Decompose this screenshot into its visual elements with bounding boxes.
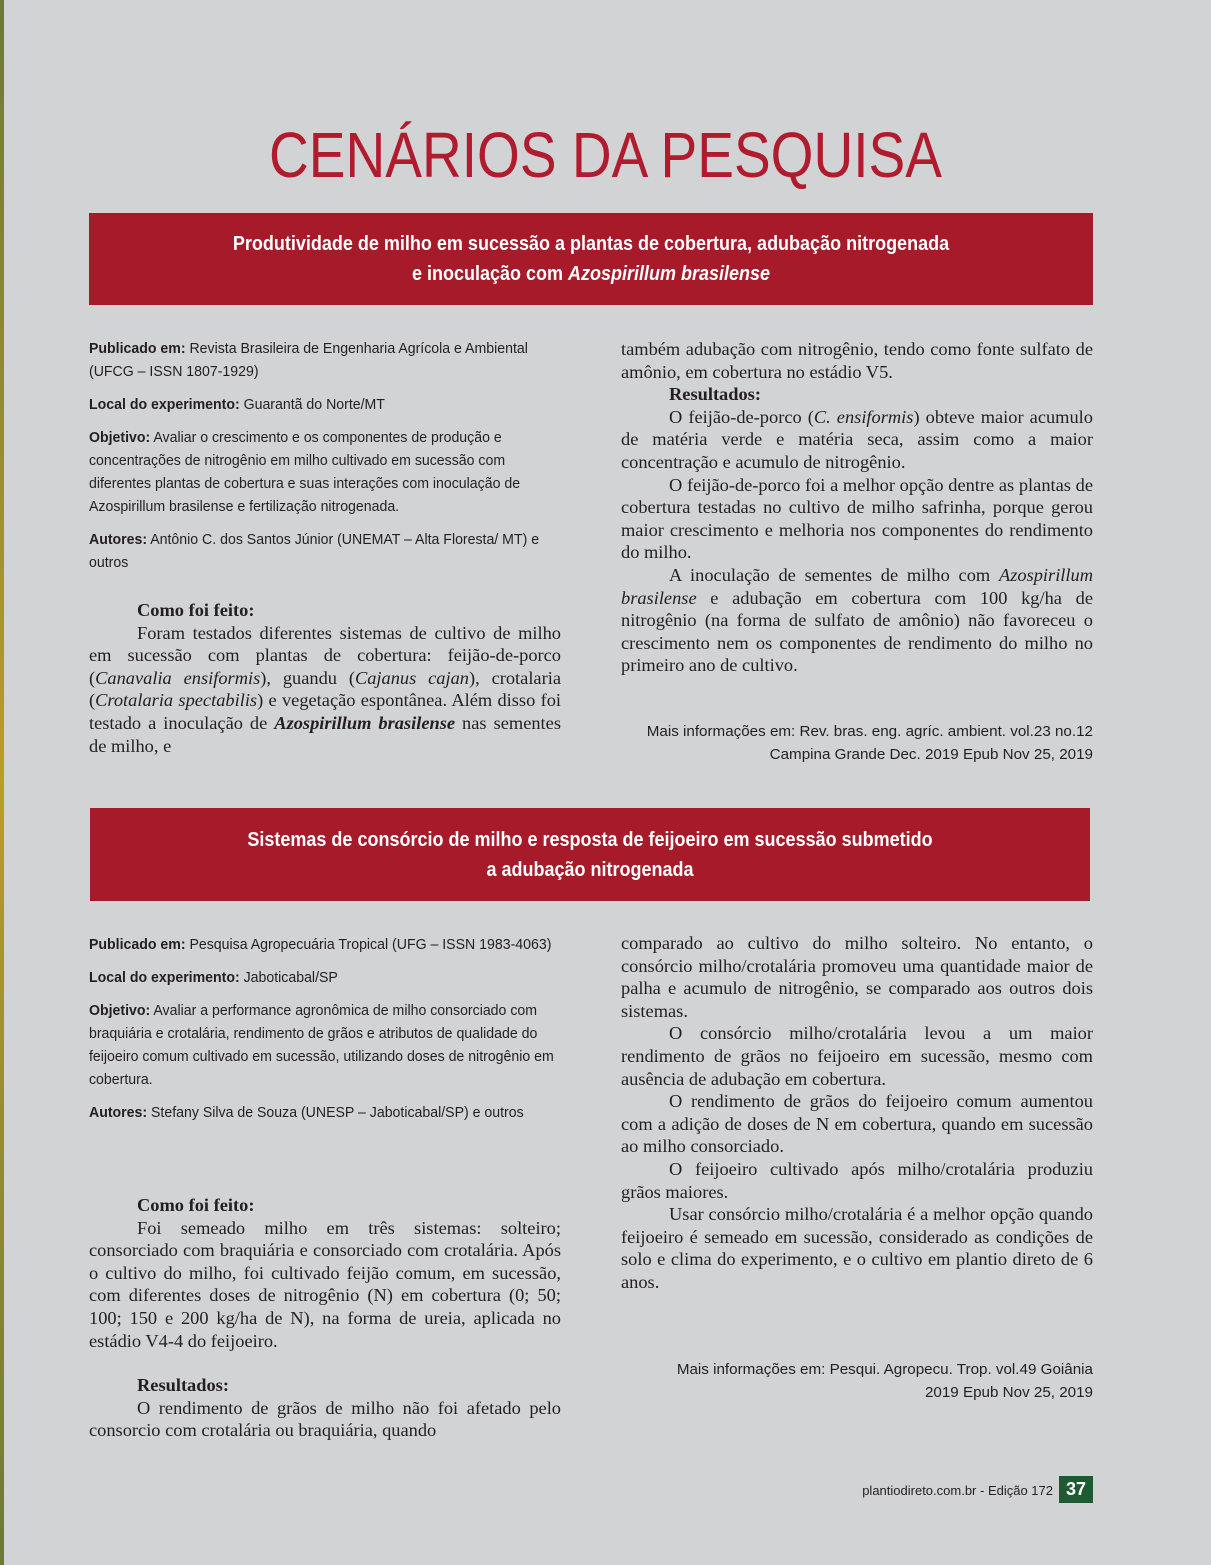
article1-banner-line1: Produtividade de milho em sucessão a plantas de cobertura, adubação nitrogenada [232, 233, 950, 255]
article1-authors [89, 528, 557, 574]
article1-location [89, 393, 557, 416]
article1-how-paragraph [89, 622, 561, 758]
authors-label: Autores: [89, 531, 148, 548]
species: C. ensiformis [813, 406, 914, 427]
species: Azospirillum brasilense [621, 564, 1093, 608]
article2-left-body [89, 1194, 561, 1442]
authors-label: Autores: [89, 1104, 148, 1121]
article1-right-body [621, 338, 1093, 677]
article1-published [89, 337, 557, 383]
published-value: Pesquisa Agropecuária Tropical (UFG – ISSN 1983-4063) [185, 936, 552, 953]
article1-right-continuation: também adubação com nitrogênio, tendo como fonte sulfato de amônio, em cobertura no estádio V5. [621, 339, 1093, 382]
footer-site: plantiodireto.com.br [862, 1483, 977, 1498]
page-footer [862, 1483, 1053, 1498]
spacer [89, 1352, 561, 1374]
article1-result-1 [621, 406, 1093, 474]
article2-metadata [89, 933, 559, 1134]
footer-edition: Edição 172 [987, 1483, 1053, 1498]
article1-banner-line2-text: e inoculação com [411, 263, 568, 285]
article2-banner-line1: Sistemas de consórcio de milho e resposta de feijoeiro em sucessão submetido [247, 828, 933, 851]
text: ), guandu ( [260, 667, 355, 688]
objective-label: Objetivo: [89, 1002, 151, 1019]
location-value: Jaboticabal/SP [239, 969, 338, 986]
published-label: Publicado em: [89, 936, 186, 953]
more-info-line2: 2019 Epub Nov 25, 2019 [924, 1384, 1093, 1401]
article1-objective [89, 426, 557, 518]
location-label: Local do experimento: [89, 396, 240, 413]
objective-value: Avaliar o crescimento e os componentes de produção e concentrações de nitrogênio em milho cultivado em sucessão com diferentes plantas de cobertura e suas interações com inoculação de Azospirillum brasilense e fertilização nitrogenada. [89, 429, 521, 515]
published-label: Publicado em: [89, 340, 186, 357]
article1-banner [89, 213, 1093, 305]
authors-value: Stefany Silva de Souza (UNESP – Jaboticabal/SP) e outros [147, 1104, 524, 1121]
text: O feijão-de-porco ( [669, 406, 814, 427]
article1-results-heading: Resultados: [669, 384, 761, 405]
text: Foram testados diferentes sistemas de cultivo de milho em sucessão com plantas de cobertura: feijão-de-porco ( [89, 622, 561, 688]
species: Azospirillum brasilense [274, 712, 456, 733]
article2-result-2: O rendimento de grãos do feijoeiro comum aumentou com a adição de doses de N em cobertura, quando em sucessão ao milho consorciado. [621, 1091, 1093, 1157]
article1-more-info [593, 720, 1093, 766]
text: e adubação em cobertura com 100 kg/ha de nitrogênio (na forma de sulfato de amônio) não favoreceu o crescimento nem os componentes de rendimento do milho no primeiro ano de cultivo. [621, 587, 1093, 676]
species: Cajanus cajan [354, 667, 469, 688]
more-info-line1: Mais informações em: Rev. bras. eng. agríc. ambient. vol.23 no.12 [646, 723, 1093, 740]
authors-value: Antônio C. dos Santos Júnior (UNEMAT – Alta Floresta/ MT) e outros [89, 531, 540, 571]
location-value: Guarantã do Norte/MT [239, 396, 385, 413]
article2-how-heading: Como foi feito: [137, 1195, 255, 1215]
article1-metadata [89, 337, 559, 584]
article2-authors [89, 1101, 557, 1124]
objective-label: Objetivo: [89, 429, 151, 446]
article2-banner-line2: a adubação nitrogenada [486, 858, 694, 881]
location-label: Local do experimento: [89, 969, 240, 986]
article2-objective [89, 999, 557, 1091]
article2-published [89, 933, 557, 956]
article2-more-info [593, 1358, 1093, 1404]
article2-result-4: Usar consórcio milho/crotalária é a melhor opção quando feijoeiro é semeado em sucessão, considerado as condições de solo e clima do experimento, e o cultivo em plantio direto de 6 anos. [621, 1204, 1093, 1292]
text: A inoculação de sementes de milho com [669, 564, 999, 585]
more-info-line2: Campina Grande Dec. 2019 Epub Nov 25, 2019 [769, 746, 1093, 763]
article1-left-body [89, 599, 561, 757]
article2-right-continuation: comparado ao cultivo do milho solteiro. No entanto, o consórcio milho/crotalária promoveu uma quantidade maior de palha e acumulo de nitrogênio, se comparado aos outros dois sistemas. [621, 933, 1093, 1021]
article2-results-heading: Resultados: [137, 1375, 229, 1396]
article2-result-1: O consórcio milho/crotalária levou a um maior rendimento de grãos no feijoeiro em sucessão, mesmo com ausência de adubação em cobertura. [621, 1023, 1093, 1089]
more-info-line1: Mais informações em: Pesqui. Agropecu. Trop. vol.49 Goiânia [676, 1361, 1093, 1378]
species: Canavalia ensiformis [95, 667, 261, 688]
footer-separator: - [976, 1483, 988, 1498]
article2-right-body [621, 932, 1093, 1294]
objective-value: Avaliar a performance agronômica de milho consorciado com braquiária e crotalária, rendimento de grãos e atributos de qualidade do feijoeiro comum cultivado em sucessão, utilizando doses de nitrogênio em cobertura. [89, 1002, 554, 1088]
page-title: CENÁRIOS DA PESQUISA [269, 119, 942, 191]
page-number: 37 [1059, 1476, 1093, 1503]
article1-banner-species: Azospirillum brasilense [567, 263, 771, 285]
article2-banner [90, 808, 1090, 901]
article1-banner-line2 [139, 259, 1043, 289]
article2-result-3: O feijoeiro cultivado após milho/crotalária produziu grãos maiores. [621, 1158, 1093, 1202]
article2-location [89, 966, 557, 989]
text: ) e vegetação espontânea. Além disso foi testado a inoculação de [89, 690, 561, 733]
article1-result-3 [621, 564, 1093, 677]
page-edge-strip [0, 0, 4, 1565]
text: ), crotalaria ( [89, 667, 561, 711]
species: Crotalaria spectabilis [95, 690, 258, 711]
article1-result-2: O feijão-de-porco foi a melhor opção dentre as plantas de cobertura testadas no cultivo de milho safrinha, porque gerou maior crescimento e melhoria nos componentes do rendimento do milho. [621, 474, 1093, 563]
published-value: Revista Brasileira de Engenharia Agrícola e Ambiental (UFCG – ISSN 1807-1929) [89, 340, 528, 380]
article2-result-0: O rendimento de grãos de milho não foi afetado pelo consorcio com crotalária ou braquiária, quando [89, 1397, 561, 1441]
text: nas sementes de milho, e [89, 712, 561, 756]
article1-how-heading: Como foi feito: [137, 600, 255, 620]
article2-how-paragraph: Foi semeado milho em três sistemas: solteiro; consorciado com braquiária e consorciado com crotalária. Após o cultivo do milho, foi cultivado feijão comum, em sucessão, com diferentes doses de nitrogênio (N) em cobertura (0; 50; 100; 150 e 200 kg/ha de N), na forma de ureia, aplicada no estádio V4-4 do feijoeiro. [89, 1217, 561, 1351]
text: ) obteve maior acumulo de matéria verde e matéria seca, assim como a maior concentração e acumulo de nitrogênio. [621, 406, 1093, 472]
